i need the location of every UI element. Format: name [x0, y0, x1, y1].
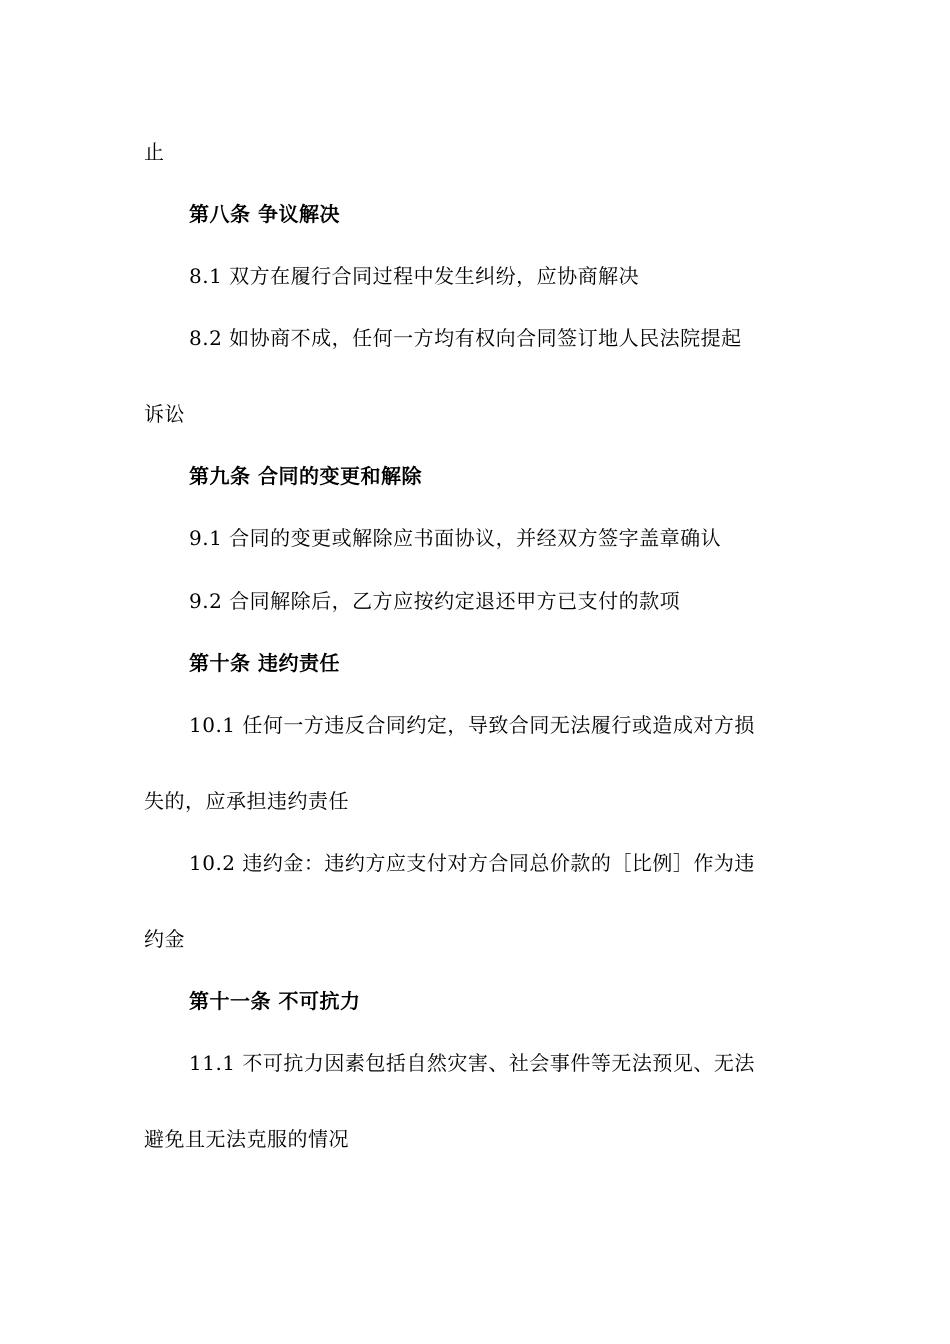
- clause-10-1: 10.1 任何一方违反合同约定，导致合同无法履行或造成对方损: [189, 713, 755, 737]
- clause-10-1-continuation: 失的，应承担违约责任: [144, 789, 349, 813]
- paragraph-continuation: 止: [144, 140, 165, 164]
- section-heading-11: 第十一条 不可抗力: [189, 989, 361, 1013]
- clause-8-2-continuation: 诉讼: [144, 402, 185, 426]
- section-heading-8: 第八条 争议解决: [189, 202, 340, 226]
- clause-11-1: 11.1 不可抗力因素包括自然灾害、社会事件等无法预见、无法: [189, 1051, 755, 1075]
- section-heading-9: 第九条 合同的变更和解除: [189, 464, 422, 488]
- clause-10-2: 10.2 违约金：违约方应支付对方合同总价款的［比例］作为违: [189, 851, 755, 875]
- clause-9-2: 9.2 合同解除后，乙方应按约定退还甲方已支付的款项: [189, 589, 681, 613]
- clause-8-1: 8.1 双方在履行合同过程中发生纠纷，应协商解决: [189, 264, 640, 288]
- clause-10-2-continuation: 约金: [144, 927, 185, 951]
- clause-8-2: 8.2 如协商不成，任何一方均有权向合同签订地人民法院提起: [189, 326, 742, 350]
- clause-9-1: 9.1 合同的变更或解除应书面协议，并经双方签字盖章确认: [189, 526, 722, 550]
- section-heading-10: 第十条 违约责任: [189, 651, 340, 675]
- clause-11-1-continuation: 避免且无法克服的情况: [144, 1127, 349, 1151]
